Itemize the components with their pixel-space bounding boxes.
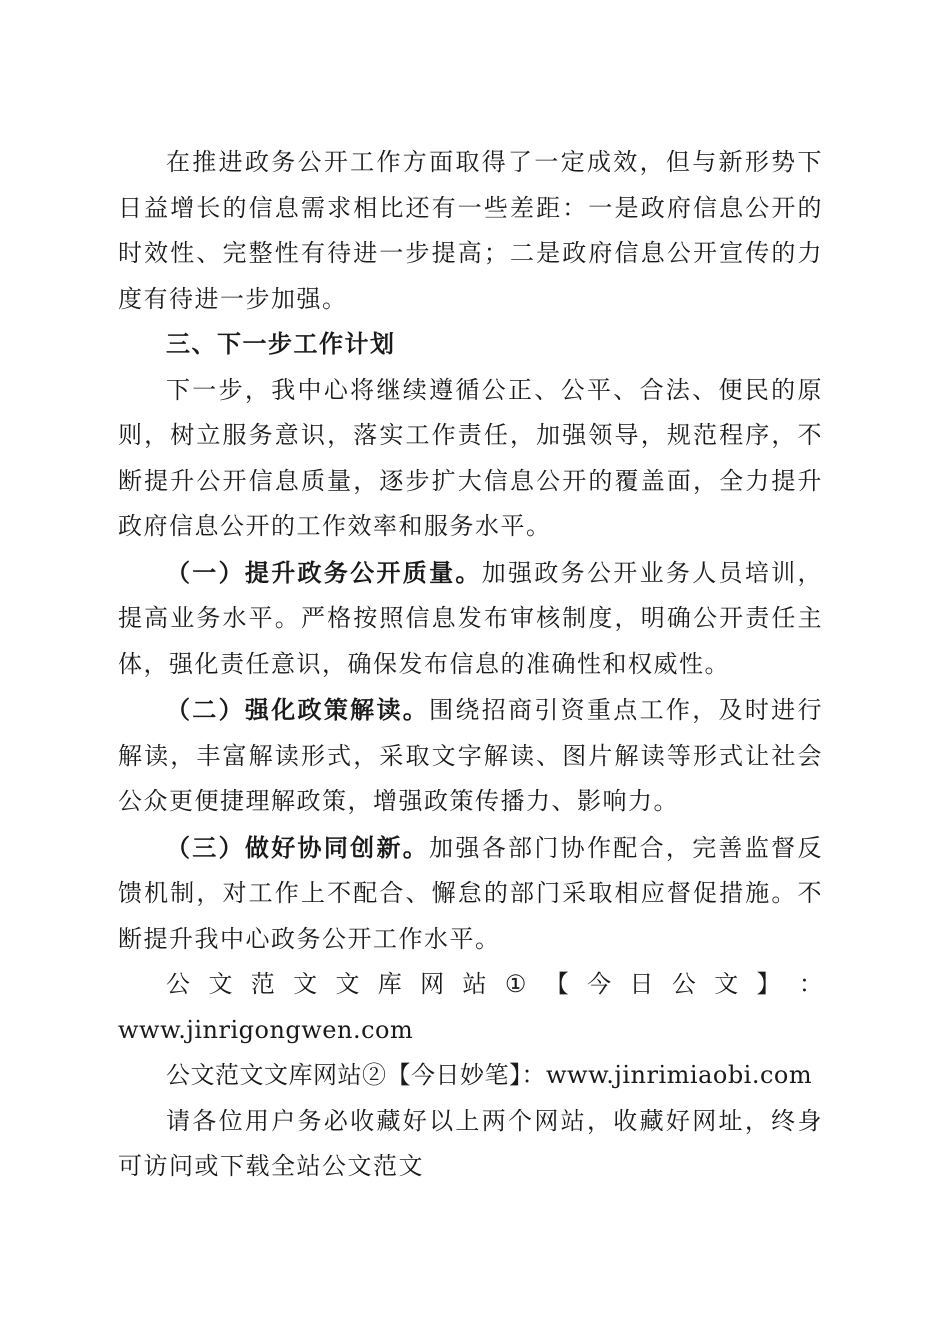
plan-item-3-body: 加强各部门协作配合，完善监督反馈机制，对工作上不配合、懈怠的部门采取相应督促措施。不断提升我中心政务公开工作水平。 [118, 833, 823, 953]
site-1-char: ① [504, 970, 527, 998]
site-1-char: 文 [208, 970, 233, 998]
site-1-label-line [118, 962, 823, 1008]
site-1-char: 文 [293, 970, 318, 998]
site-1-char: 文 [335, 970, 360, 998]
site-1-char: 站 [462, 970, 487, 998]
site-1-char: 今 [587, 970, 612, 998]
plan-item-1-lead: （一）提升政务公开质量。 [166, 557, 482, 587]
site-1-char: 范 [250, 970, 275, 998]
plan-item-1 [118, 550, 823, 688]
plan-item-1-body: 加强政务公开业务人员培训，提高业务水平。严格按照信息发布审核制度，明确公开责任主体，强化责任意识，确保发布信息的准确性和权威性。 [118, 558, 823, 678]
paragraph-progress: 在推进政务公开工作方面取得了一定成效，但与新形势下日益增长的信息需求相比还有一些差距：一是政府信息公开的时效性、完整性有待进一步提高；二是政府信息公开宣传的力度有待进一步加强。 [118, 148, 823, 313]
site-1-char: ： [798, 970, 823, 998]
site-1-char: 日 [629, 970, 654, 998]
plan-item-2 [118, 687, 823, 825]
site-1-char: 】 [756, 970, 781, 998]
site-2-line: 公文范文文库网站②【今日妙笔】：www.jinrimiaobi.com [166, 1061, 813, 1089]
paragraph-next-steps: 下一步，我中心将继续遵循公正、公平、合法、便民的原则，树立服务意识，落实工作责任，加强领导，规范程序，不断提升公开信息质量，逐步扩大信息公开的覆盖面，全力提升政府信息公开的工作效率和服务水平。 [118, 375, 823, 540]
site-1-char: 【 [544, 970, 569, 998]
site-1-url[interactable]: www.jinrigongwen.com [118, 1015, 414, 1044]
closing-note: 请各位用户务必收藏好以上两个网站，收藏好网址，终身可访问或下载全站公文范文 [118, 1106, 823, 1180]
plan-item-2-body: 围绕招商引资重点工作，及时进行解读，丰富解读形式，采取文字解读、图片解读等形式让社会公众更便捷理解政策，增强政策传播力、影响力。 [118, 696, 823, 815]
section-heading: 三、下一步工作计划 [166, 330, 396, 358]
site-1-char: 网 [420, 970, 445, 998]
site-1-char: 库 [377, 970, 402, 998]
plan-item-2-lead: （二）强化政策解读。 [166, 695, 430, 724]
document-body [118, 140, 823, 1190]
site-1-char: 公 [671, 970, 696, 998]
site-1-char: 文 [714, 970, 739, 998]
plan-item-3-lead: （三）做好协同创新。 [166, 832, 430, 862]
site-1-char: 公 [166, 970, 190, 998]
plan-item-3 [118, 825, 823, 963]
